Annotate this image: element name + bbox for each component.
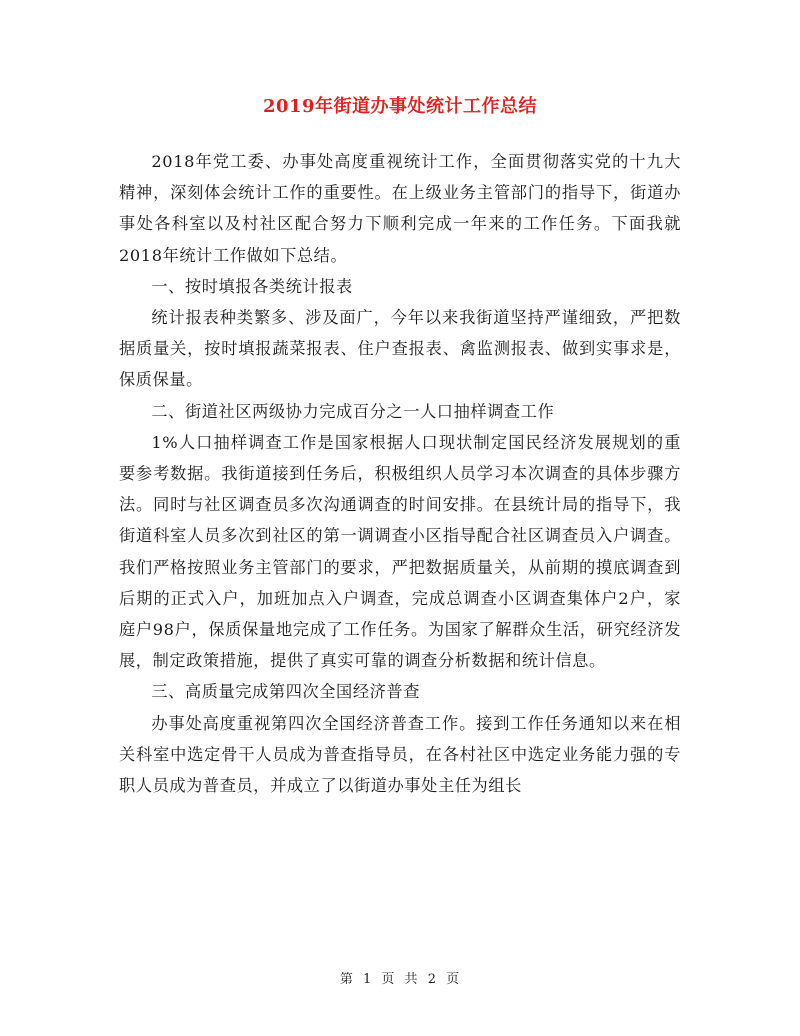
page-number-footer: 第 1 页 共 2 页 xyxy=(339,972,461,987)
section-heading-3: 三、高质量完成第四次全国经济普查 xyxy=(151,682,420,702)
document-body xyxy=(119,146,681,801)
document-title: 2019年街道办事处统计工作总结 xyxy=(262,96,538,117)
section-paragraph-1: 统计报表种类繁多、涉及面广，今年以来我街道坚持严谨细致，严把数据质量关，按时填报蔬菜报表、住户查报表、禽监测报表、做到实事求是，保质保量。 xyxy=(119,308,681,390)
section-paragraph-2: 1%人口抽样调查工作是国家根据人口现状制定国民经济发展规划的重要参考数据。我街道接到任务后，积极组织人员学习本次调查的具体步骤方法。同时与社区调查员多次沟通调查的时间安排。在县统计局的指导下，我街道科室人员多次到社区的第一调调查小区指导配合社区调查员入户调查。我们严格按照业务主管部门的要求，严把数据质量关，从前期的摸底调查到后期的正式入户，加班加点入户调查，完成总调查小区调查集体户2户，家庭户98户，保质保量地完成了工作任务。为国家了解群众生活，研究经济发展，制定政策措施，提供了真实可靠的调查分析数据和统计信息。 xyxy=(119,432,681,671)
section-paragraph-3: 办事处高度重视第四次全国经济普查工作。接到工作任务通知以来在相关科室中选定骨干人员成为普查指导员，在各村社区中选定业务能力强的专职人员成为普查员，并成立了以街道办事处主任为组长 xyxy=(119,713,681,796)
section-heading-1: 一、按时填报各类统计报表 xyxy=(151,276,353,296)
section-heading-2: 二、街道社区两级协力完成百分之一人口抽样调查工作 xyxy=(151,401,555,421)
intro-paragraph: 2018年党工委、办事处高度重视统计工作，全面贯彻落实党的十九大精神，深刻体会统计工作的重要性。在上级业务主管部门的指导下，街道办事处各科室以及村社区配合努力下顺利完成一年来的工作任务。下面我就2018年统计工作做如下总结。 xyxy=(119,152,681,265)
